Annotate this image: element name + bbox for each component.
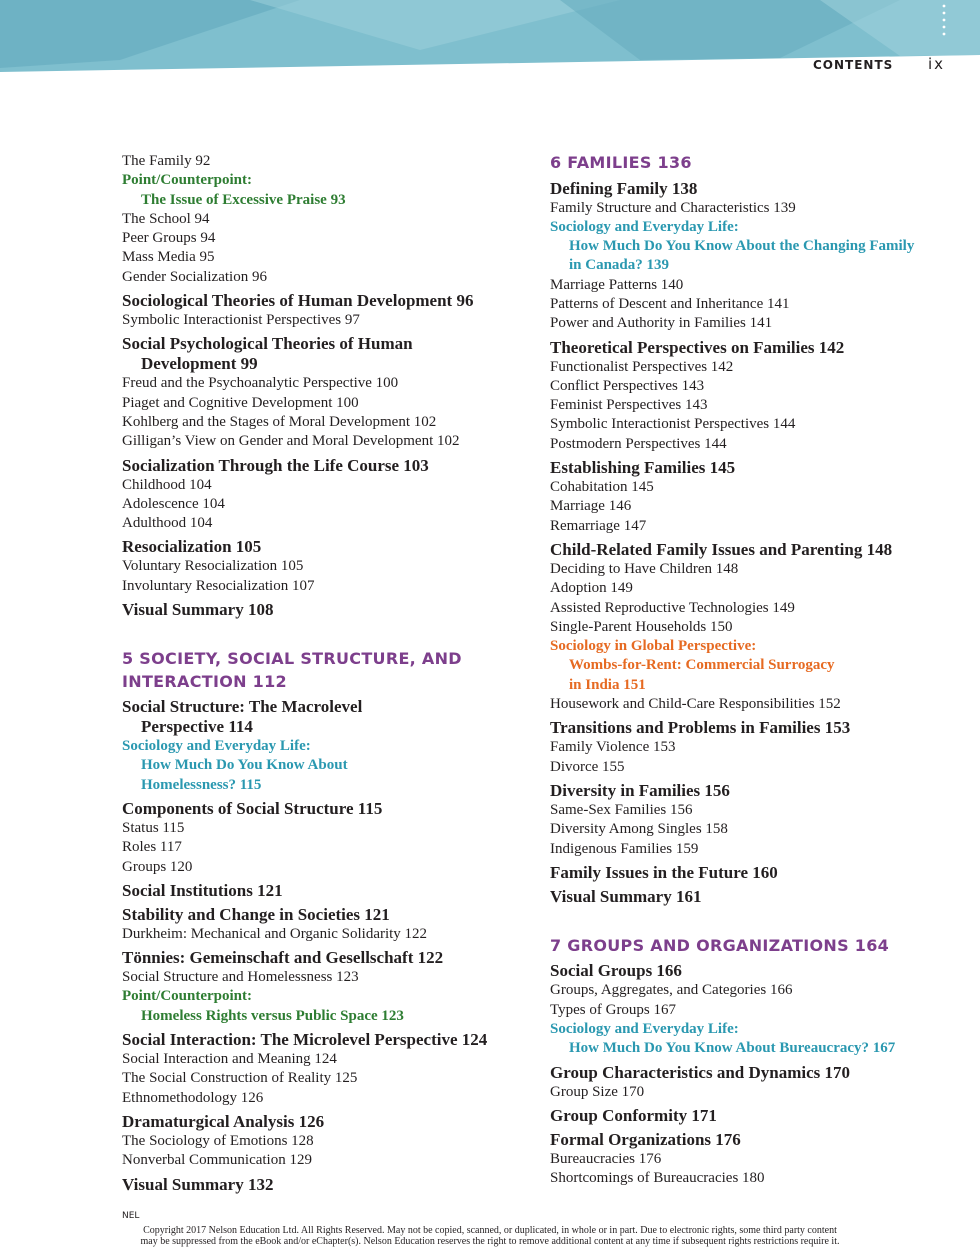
toc-chapter-heading	[122, 648, 522, 693]
toc-chapter-line: INTERACTION 112	[122, 671, 287, 691]
toc-subentry: Adoption 149	[550, 580, 633, 597]
toc-feature-box	[550, 218, 960, 276]
toc-subentry: The Family 92	[122, 153, 211, 169]
toc-section-entry	[550, 863, 960, 883]
toc-subentry: Ethnomethodology 126	[122, 1089, 264, 1106]
toc-subentry: Nonverbal Communication 129	[122, 1152, 312, 1169]
toc-section-line: Social Psychological Theories of Human	[122, 334, 413, 354]
feature-box-title: How Much Do You Know About Bureaucracy? 167	[569, 1040, 896, 1057]
toc-subentry: Marriage Patterns 140	[550, 276, 684, 293]
toc-feature-box	[550, 637, 960, 695]
toc-section-line: Establishing Families 145	[550, 458, 736, 478]
feature-box-title: in Canada? 139	[569, 257, 670, 274]
toc-section-line: Child-Related Family Issues and Parenting 148	[550, 539, 893, 559]
toc-subentry: Power and Authority in Families 141	[550, 315, 773, 332]
feature-box-title: Homeless Rights versus Public Space 123	[141, 1007, 404, 1024]
toc-section-line: Tönnies: Gemeinschaft and Gesellschaft 122	[122, 948, 444, 968]
toc-section-entry	[550, 338, 960, 358]
toc-section-line: Social Institutions 121	[122, 880, 283, 900]
feature-box-title: How Much Do You Know About the Changing Family	[569, 238, 915, 255]
toc-section-line: Development 99	[141, 354, 258, 374]
toc-subentry: Family Structure and Characteristics 139	[550, 199, 796, 216]
toc-section-entry	[122, 334, 522, 374]
toc-section-entry	[122, 799, 522, 819]
toc-subentry: Family Violence 153	[550, 739, 676, 756]
toc-right-column	[550, 152, 960, 1188]
toc-section-entry	[122, 1175, 522, 1195]
toc-subentry: Freud and the Psychoanalytic Perspective 100	[122, 375, 399, 392]
toc-subentry: Kohlberg and the Stages of Moral Development 102	[122, 413, 437, 430]
running-header-label: CONTENTS	[813, 58, 894, 72]
toc-subentry: Adolescence 104	[122, 495, 225, 512]
toc-section-line: Group Conformity 171	[550, 1105, 717, 1125]
toc-subentry: Shortcomings of Bureaucracies 180	[550, 1170, 765, 1187]
toc-subentry: Peer Groups 94	[122, 230, 216, 247]
toc-subentry: Divorce 155	[550, 758, 625, 775]
toc-section-line: Social Structure: The Macrolevel	[122, 697, 363, 717]
toc-subentry: Gender Socialization 96	[122, 268, 267, 285]
toc-section-entry	[122, 905, 522, 925]
toc-subentry: Symbolic Interactionist Perspectives 144	[550, 416, 796, 433]
toc-section-line: Family Issues in the Future 160	[550, 862, 778, 882]
feature-box-title: How Much Do You Know About	[141, 757, 348, 774]
toc-subentry: Symbolic Interactionist Perspectives 97	[122, 312, 360, 329]
page-number: ix	[928, 55, 946, 73]
toc-section-line: Dramaturgical Analysis 126	[122, 1111, 325, 1131]
toc-subentry: Deciding to Have Children 148	[550, 560, 739, 577]
toc-chapter-heading	[550, 935, 960, 958]
feature-box-label: Sociology and Everyday Life:	[550, 1020, 739, 1037]
toc-subentry: The Sociology of Emotions 128	[122, 1132, 314, 1149]
toc-section-entry	[122, 291, 522, 311]
feature-box-label: Sociology in Global Perspective:	[550, 638, 757, 655]
toc-subentry: Roles 117	[122, 839, 182, 856]
toc-subentry: Conflict Perspectives 143	[550, 377, 705, 394]
toc-section-line: Defining Family 138	[550, 178, 698, 198]
toc-chapter-heading	[550, 152, 960, 175]
toc-section-entry	[550, 718, 960, 738]
feature-box-label: Point/Counterpoint:	[122, 988, 253, 1005]
toc-feature-box	[122, 737, 522, 795]
toc-section-entry	[122, 948, 522, 968]
toc-chapter-line: 6 FAMILIES 136	[550, 153, 692, 172]
toc-section-line: Diversity in Families 156	[550, 780, 730, 800]
toc-feature-box	[122, 987, 522, 1026]
toc-subentry: Groups 120	[122, 858, 193, 875]
toc-section-line: Social Interaction: The Microlevel Perspective 124	[122, 1030, 488, 1050]
toc-subentry: Adulthood 104	[122, 515, 213, 532]
toc-subentry: Childhood 104	[122, 476, 212, 493]
toc-section-entry	[122, 881, 522, 901]
toc-subentry: Piaget and Cognitive Development 100	[122, 394, 359, 411]
toc-section-entry	[550, 1130, 960, 1150]
toc-subentry: Patterns of Descent and Inheritance 141	[550, 295, 790, 312]
toc-section-entry	[550, 540, 960, 560]
toc-subentry: Postmodern Perspectives 144	[550, 435, 727, 452]
toc-section-line: Social Groups 166	[550, 961, 682, 981]
toc-section-entry	[550, 179, 960, 199]
toc-left-column	[122, 152, 522, 1195]
toc-section-line: Resocialization 105	[122, 537, 262, 557]
toc-section-line: Socialization Through the Life Course 103	[122, 455, 429, 475]
toc-subentry: Diversity Among Singles 158	[550, 821, 728, 838]
toc-subentry: Groups, Aggregates, and Categories 166	[550, 982, 793, 999]
feature-box-title: Wombs-for-Rent: Commercial Surrogacy	[569, 657, 835, 674]
feature-box-label: Sociology and Everyday Life:	[122, 738, 311, 755]
toc-subentry: Social Structure and Homelessness 123	[122, 969, 359, 986]
feature-box-title: Homelessness? 115	[141, 776, 262, 793]
toc-subentry: Mass Media 95	[122, 249, 215, 266]
toc-subentry: Indigenous Families 159	[550, 840, 699, 857]
toc-feature-box	[122, 171, 522, 210]
toc-section-line: Visual Summary 132	[122, 1174, 274, 1194]
publisher-mark: NEL	[122, 1211, 140, 1221]
toc-subentry: Cohabitation 145	[550, 479, 654, 496]
toc-section-line: Formal Organizations 176	[550, 1129, 741, 1149]
toc-section-entry	[122, 697, 522, 737]
toc-subentry: Durkheim: Mechanical and Organic Solidarity 122	[122, 925, 428, 942]
toc-section-line: Group Characteristics and Dynamics 170	[550, 1062, 851, 1082]
toc-section-line: Visual Summary 161	[550, 886, 702, 906]
toc-subentry: Types of Groups 167	[550, 1001, 677, 1018]
toc-section-entry	[550, 1063, 960, 1083]
toc-subentry: Remarriage 147	[550, 517, 647, 534]
toc-subentry: Status 115	[122, 819, 185, 836]
toc-section-line: Transitions and Problems in Families 153	[550, 718, 851, 738]
feature-box-title: in India 151	[569, 676, 646, 693]
toc-subentry: Feminist Perspectives 143	[550, 397, 708, 414]
toc-subentry: Single-Parent Households 150	[550, 618, 733, 635]
copyright-notice	[0, 1225, 980, 1247]
feature-box-title: The Issue of Excessive Praise 93	[141, 191, 346, 208]
toc-section-entry	[550, 458, 960, 478]
toc-subentry: Assisted Reproductive Technologies 149	[550, 599, 795, 616]
toc-section-entry	[122, 600, 522, 620]
toc-feature-box	[550, 1020, 960, 1059]
toc-subentry: Group Size 170	[550, 1083, 645, 1100]
toc-subentry: Marriage 146	[550, 498, 632, 515]
toc-section-line: Theoretical Perspectives on Families 142	[550, 337, 845, 357]
toc-subentry: Gilligan’s View on Gender and Moral Development 102	[122, 433, 460, 450]
toc-chapter-line: 5 SOCIETY, SOCIAL STRUCTURE, AND	[122, 649, 462, 669]
toc-section-entry	[122, 537, 522, 557]
toc-section-entry	[550, 1106, 960, 1126]
toc-section-line: Components of Social Structure 115	[122, 798, 383, 818]
feature-box-label: Sociology and Everyday Life:	[550, 218, 739, 235]
toc-section-line: Stability and Change in Societies 121	[122, 904, 390, 924]
toc-subentry: Bureaucracies 176	[550, 1150, 662, 1167]
copyright-line: may be suppressed from the eBook and/or eChapter(s). Nelson Education reserves the right to remove additional content at any time if subsequent rights restrictions require it.	[140, 1236, 840, 1247]
toc-section-line: Visual Summary 108	[122, 600, 274, 620]
toc-subentry: Housework and Child-Care Responsibilities 152	[550, 696, 841, 713]
toc-chapter-line: 7 GROUPS AND ORGANIZATIONS 164	[550, 935, 890, 955]
toc-subentry: Involuntary Resocialization 107	[122, 577, 315, 594]
toc-section-entry	[122, 456, 522, 476]
copyright-line: Copyright 2017 Nelson Education Ltd. All Rights Reserved. May not be copied, scanned, or duplicated, in whole or in part. Due to electronic rights, some third party content	[143, 1225, 837, 1236]
toc-subentry: Functionalist Perspectives 142	[550, 358, 734, 375]
toc-section-entry	[550, 781, 960, 801]
toc-subentry: The Social Construction of Reality 125	[122, 1070, 358, 1087]
feature-box-label: Point/Counterpoint:	[122, 172, 253, 189]
toc-subentry: Same-Sex Families 156	[550, 801, 693, 818]
toc-section-line: Sociological Theories of Human Development 96	[122, 291, 474, 311]
toc-section-line: Perspective 114	[141, 717, 253, 737]
toc-subentry: Voluntary Resocialization 105	[122, 558, 304, 575]
toc-subentry: Social Interaction and Meaning 124	[122, 1051, 337, 1068]
toc-section-entry	[122, 1112, 522, 1132]
toc-section-entry	[550, 961, 960, 981]
toc-subentry: The School 94	[122, 210, 210, 227]
toc-section-entry	[550, 887, 960, 907]
toc-section-entry	[122, 1030, 522, 1050]
